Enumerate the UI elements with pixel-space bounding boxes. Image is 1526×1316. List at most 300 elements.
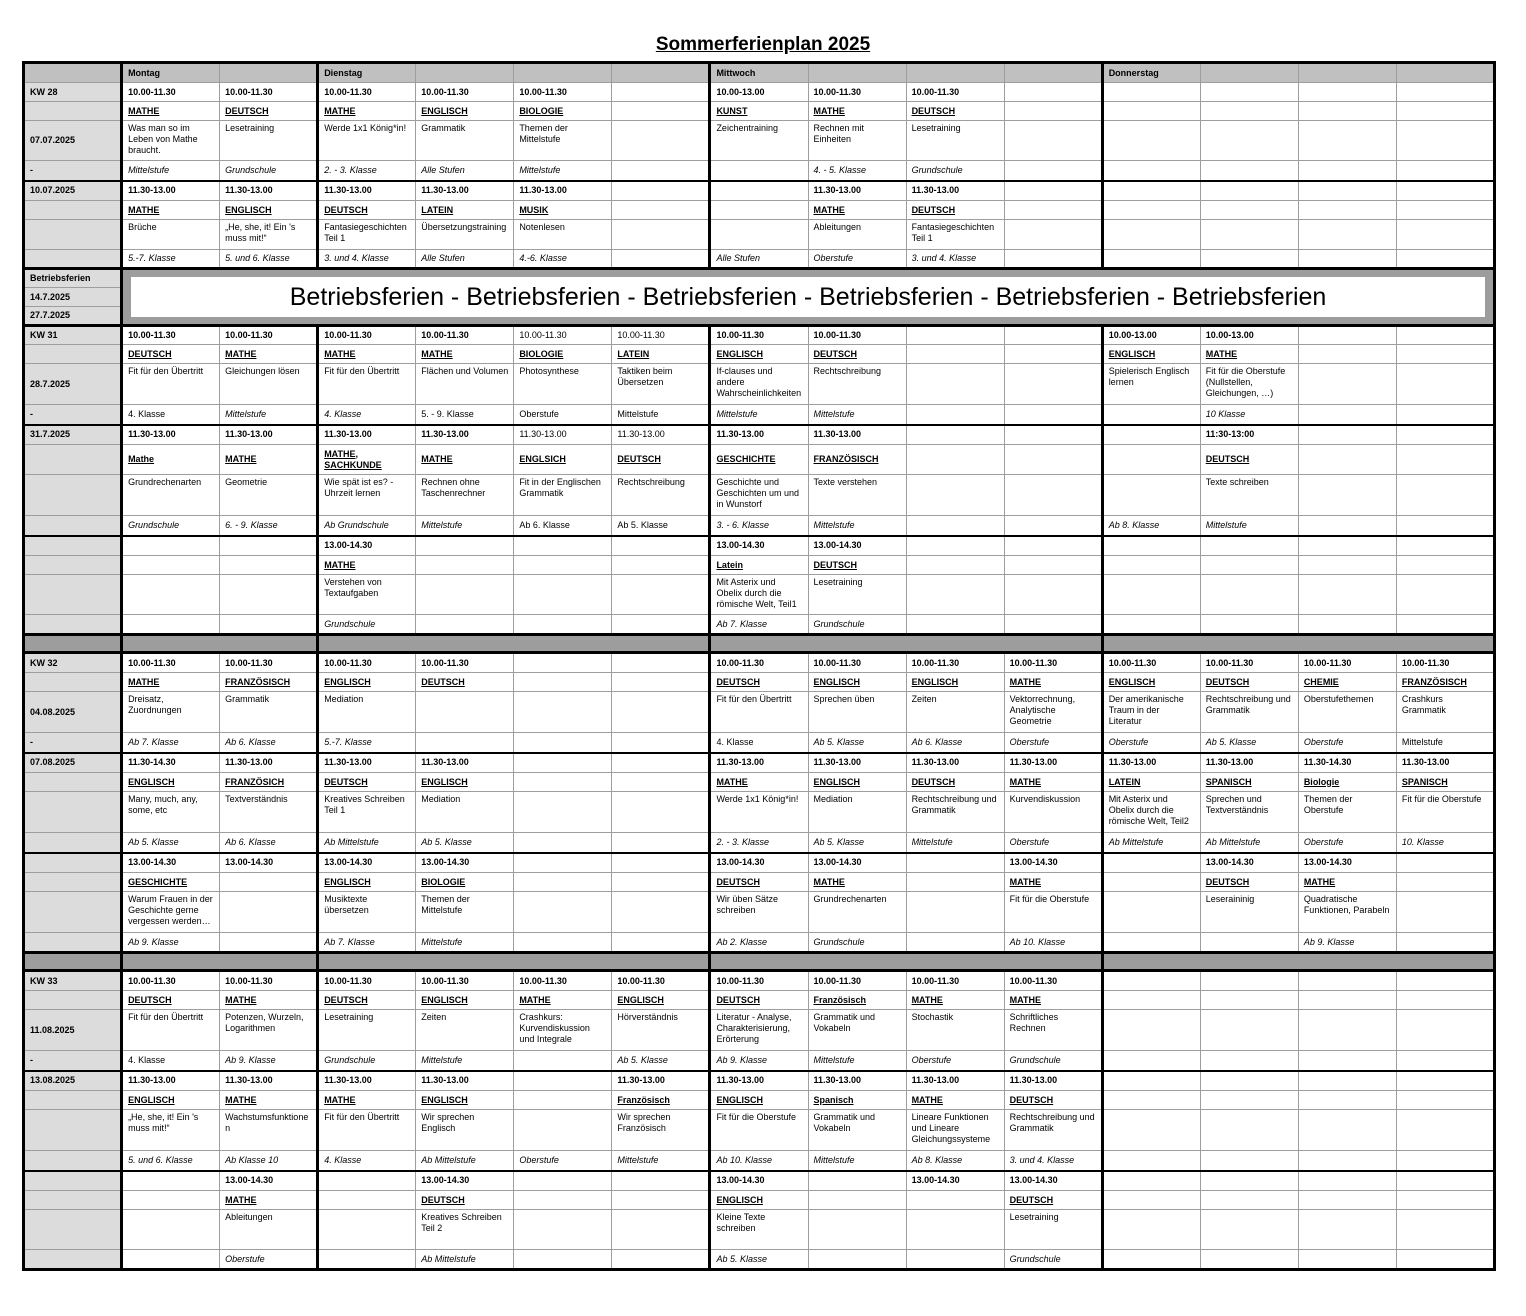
empty-cell (1200, 1250, 1298, 1270)
empty-cell (906, 853, 1004, 873)
time-slot: 10.00-11.30 (612, 971, 710, 991)
schedule-row (24, 1071, 1495, 1091)
empty-cell (122, 536, 220, 556)
time-slot: 10.00-11.30 (122, 83, 220, 102)
grade-level: Mittelstufe (416, 933, 514, 953)
row-label: - (24, 161, 122, 181)
grade-level: Mittelstufe (122, 161, 220, 181)
subject: MATHE (808, 873, 906, 892)
empty-cell (1396, 181, 1494, 201)
day-header-row (24, 63, 1495, 83)
course-topic: Schriftliches Rechnen (1004, 1010, 1102, 1051)
empty-cell (612, 536, 710, 556)
week-separator (24, 635, 1495, 653)
schedule-row (24, 102, 1495, 121)
row-label: KW 32 (24, 653, 122, 673)
course-topic: Quadratische Funktionen, Parabeln (1298, 892, 1396, 933)
course-topic: Kurvendiskussion (1004, 792, 1102, 833)
day-header (1004, 63, 1102, 83)
grade-level (416, 733, 514, 753)
separator-cell (122, 953, 220, 971)
grade-level: 10. Klasse (1396, 833, 1494, 853)
empty-cell (906, 873, 1004, 892)
course-topic: Sprechen und Textverständnis (1200, 792, 1298, 833)
grade-level: Grundschule (318, 615, 416, 635)
row-label: - (24, 1051, 122, 1071)
empty-cell (514, 792, 612, 833)
subject: ENGLISCH (122, 773, 220, 792)
time-slot: 11.30-14.30 (1298, 753, 1396, 773)
empty-cell (1298, 1071, 1396, 1091)
separator-cell (906, 635, 1004, 653)
empty-cell (1298, 1151, 1396, 1171)
empty-cell (1004, 326, 1102, 345)
course-topic: Stochastik (906, 1010, 1004, 1051)
empty-cell (1200, 556, 1298, 575)
empty-cell (1102, 991, 1200, 1010)
subject: ENGLISCH (710, 1191, 808, 1210)
time-slot: 10.00-11.30 (906, 83, 1004, 102)
empty-cell (612, 83, 710, 102)
time-slot: 10.00-11.30 (416, 971, 514, 991)
time-slot: 10.00-11.30 (514, 326, 612, 345)
separator-cell (808, 635, 906, 653)
separator-cell (906, 953, 1004, 971)
row-label (24, 1191, 122, 1210)
subject: Spanisch (808, 1091, 906, 1110)
empty-cell (1200, 1010, 1298, 1051)
schedule-row (24, 653, 1495, 673)
separator-cell (1298, 953, 1396, 971)
time-slot: 11.30-13.00 (1004, 753, 1102, 773)
day-header (808, 63, 906, 83)
schedule-row (24, 933, 1495, 953)
empty-cell (1102, 1171, 1200, 1191)
grade-level: Grundschule (808, 933, 906, 953)
subject: DEUTSCH (1200, 673, 1298, 692)
row-label (24, 833, 122, 853)
subject: MATHE (1004, 873, 1102, 892)
empty-cell (1102, 873, 1200, 892)
course-topic: Lesetraining (906, 121, 1004, 161)
schedule-row (24, 250, 1495, 269)
break-row (24, 269, 1495, 288)
empty-cell (1004, 615, 1102, 635)
grade-level: 5. und 6. Klasse (220, 250, 318, 269)
time-slot: 11.30-13.00 (416, 425, 514, 445)
course-topic: Zeiten (416, 1010, 514, 1051)
grade-level: 4. Klasse (122, 405, 220, 425)
empty-cell (1396, 1010, 1494, 1051)
separator-cell (220, 635, 318, 653)
grade-level: Oberstufe (1102, 733, 1200, 753)
time-slot: 11.30-13.00 (220, 753, 318, 773)
time-slot: 11.30-13.00 (318, 425, 416, 445)
grade-level: 3. - 6. Klasse (710, 516, 808, 536)
time-slot: 10.00-11.30 (1004, 971, 1102, 991)
subject: CHEMIE (1298, 673, 1396, 692)
time-slot: 10.00-11.30 (1396, 653, 1494, 673)
grade-level: 5.-7. Klasse (318, 733, 416, 753)
row-label (24, 673, 122, 692)
schedule-row (24, 753, 1495, 773)
empty-cell (906, 326, 1004, 345)
time-slot: 11.30-13.00 (318, 1071, 416, 1091)
schedule-row (24, 892, 1495, 933)
course-topic: Themen der Mittelstufe (514, 121, 612, 161)
subject: MATHE (318, 102, 416, 121)
time-slot: 10.00-11.30 (416, 83, 514, 102)
empty-cell (1396, 161, 1494, 181)
empty-cell (1004, 345, 1102, 364)
grade-level: Ab 5. Klasse (1200, 733, 1298, 753)
empty-cell (1200, 991, 1298, 1010)
course-topic: Kreatives Schreiben Teil 1 (318, 792, 416, 833)
subject: DEUTSCH (710, 673, 808, 692)
grade-level: Ab 6. Klasse (906, 733, 1004, 753)
subject: MATHE (906, 991, 1004, 1010)
subject: MATHE, SACHKUNDE (318, 445, 416, 475)
empty-cell (612, 1191, 710, 1210)
empty-cell (514, 853, 612, 873)
grade-level: Grundschule (808, 615, 906, 635)
row-label: 28.7.2025 (24, 364, 122, 405)
subject: MATHE (416, 345, 514, 364)
empty-cell (1298, 250, 1396, 269)
empty-cell (1298, 83, 1396, 102)
empty-cell (1396, 345, 1494, 364)
empty-cell (1004, 220, 1102, 250)
row-label (24, 1210, 122, 1250)
time-slot: 10.00-11.30 (122, 326, 220, 345)
grade-level: 3. und 4. Klasse (1004, 1151, 1102, 1171)
empty-cell (612, 753, 710, 773)
grade-level: Mittelstufe (612, 405, 710, 425)
grade-level (710, 161, 808, 181)
time-slot: 11.30-13.00 (122, 425, 220, 445)
empty-cell (514, 833, 612, 853)
subject: DEUTSCH (318, 201, 416, 220)
grade-level: Oberstufe (514, 1151, 612, 1171)
subject: BIOLOGIE (514, 102, 612, 121)
grade-level: Oberstufe (808, 250, 906, 269)
empty-cell (1396, 1171, 1494, 1191)
empty-cell (514, 873, 612, 892)
subject: DEUTSCH (1200, 445, 1298, 475)
schedule-table (22, 61, 1496, 1271)
empty-cell (514, 753, 612, 773)
schedule-row (24, 326, 1495, 345)
grade-level: Oberstufe (514, 405, 612, 425)
empty-cell (1396, 1250, 1494, 1270)
time-slot: 10.00-11.30 (710, 653, 808, 673)
empty-cell (1102, 1091, 1200, 1110)
time-slot: 13.00-14.30 (416, 1171, 514, 1191)
empty-cell (906, 345, 1004, 364)
schedule-row (24, 692, 1495, 733)
row-label (24, 1110, 122, 1151)
subject: DEUTSCH (1004, 1091, 1102, 1110)
row-label (24, 792, 122, 833)
grade-level: Ab 8. Klasse (1102, 516, 1200, 536)
schedule-row (24, 773, 1495, 792)
empty-cell (612, 201, 710, 220)
course-topic: Themen der Mittelstufe (416, 892, 514, 933)
time-slot: 11.30-13.00 (416, 753, 514, 773)
grade-level: Grundschule (318, 1051, 416, 1071)
empty-cell (1298, 161, 1396, 181)
empty-cell (612, 833, 710, 853)
grade-level: 5. und 6. Klasse (122, 1151, 220, 1171)
time-slot: 11:30-13:00 (1200, 425, 1298, 445)
empty-cell (1200, 1091, 1298, 1110)
time-slot: 10.00-11.30 (1200, 653, 1298, 673)
time-slot: 10.00-11.30 (122, 971, 220, 991)
empty-cell (906, 516, 1004, 536)
schedule-row (24, 991, 1495, 1010)
empty-cell (514, 933, 612, 953)
empty-cell (1298, 345, 1396, 364)
empty-cell (1004, 536, 1102, 556)
empty-cell (1102, 971, 1200, 991)
grade-level: Oberstufe (1298, 733, 1396, 753)
separator-cell (416, 635, 514, 653)
day-header (416, 63, 514, 83)
empty-cell (1396, 121, 1494, 161)
time-slot (514, 1071, 612, 1091)
empty-cell (612, 892, 710, 933)
time-slot: 11.30-13.00 (906, 1071, 1004, 1091)
empty-cell (1004, 201, 1102, 220)
course-topic (906, 1210, 1004, 1250)
course-topic (1102, 475, 1200, 516)
course-topic: Grammatik (416, 121, 514, 161)
empty-cell (1004, 181, 1102, 201)
empty-cell (1004, 250, 1102, 269)
schedule-row (24, 201, 1495, 220)
row-label (24, 575, 122, 615)
empty-cell (1298, 1250, 1396, 1270)
separator-cell (612, 635, 710, 653)
time-slot: 10.00-11.30 (1298, 653, 1396, 673)
empty-cell (906, 425, 1004, 445)
separator-cell (1396, 953, 1494, 971)
empty-cell (1396, 445, 1494, 475)
time-slot: 11.30-13.00 (906, 753, 1004, 773)
row-label (24, 250, 122, 269)
course-topic: Crashkurs Grammatik (1396, 692, 1494, 733)
empty-cell (1004, 161, 1102, 181)
course-topic (220, 892, 318, 933)
empty-cell (1298, 1191, 1396, 1210)
empty-cell (220, 575, 318, 615)
separator-cell (1004, 953, 1102, 971)
empty-cell (1298, 516, 1396, 536)
time-slot: 11.30-13.00 (710, 425, 808, 445)
course-topic (710, 220, 808, 250)
empty-cell (612, 250, 710, 269)
course-topic: Zeiten (906, 692, 1004, 733)
row-label (24, 1250, 122, 1270)
course-topic: Geometrie (220, 475, 318, 516)
subject: DEUTSCH (808, 556, 906, 575)
subject: MATHE (1004, 991, 1102, 1010)
grade-level: 5. - 9. Klasse (416, 405, 514, 425)
subject: MATHE (220, 991, 318, 1010)
empty-cell (1102, 933, 1200, 953)
subject: MATHE (122, 102, 220, 121)
schedule-row (24, 1091, 1495, 1110)
empty-cell (318, 1191, 416, 1210)
subject: ENGLISCH (710, 345, 808, 364)
grade-level (220, 933, 318, 953)
subject: MATHE (122, 201, 220, 220)
time-slot: 13.00-14.30 (710, 1171, 808, 1191)
empty-cell (1298, 1091, 1396, 1110)
course-topic: Texte verstehen (808, 475, 906, 516)
time-slot: 13.00-14.30 (318, 853, 416, 873)
empty-cell (1102, 83, 1200, 102)
row-label (24, 475, 122, 516)
grade-level: Oberstufe (220, 1250, 318, 1270)
empty-cell (1004, 83, 1102, 102)
row-label (24, 773, 122, 792)
empty-cell (1396, 1071, 1494, 1091)
course-topic: Grammatik und Vokabeln (808, 1010, 906, 1051)
empty-cell (1102, 575, 1200, 615)
grade-level: Alle Stufen (710, 250, 808, 269)
empty-cell (906, 556, 1004, 575)
course-topic: „He, she, it! Ein 's muss mit!“ (220, 220, 318, 250)
subject: MATHE (906, 1091, 1004, 1110)
empty-cell (1200, 1210, 1298, 1250)
empty-cell (1004, 556, 1102, 575)
subject: Biologie (1298, 773, 1396, 792)
course-topic: Fantasiegeschichten Teil 1 (318, 220, 416, 250)
schedule-row (24, 1110, 1495, 1151)
subject: MATHE (318, 556, 416, 575)
course-topic: Grundrechenarten (808, 892, 906, 933)
empty-cell (1298, 326, 1396, 345)
empty-cell (1396, 556, 1494, 575)
time-slot: 11.30-13.00 (514, 425, 612, 445)
empty-cell (1004, 121, 1102, 161)
course-topic: Fit für die Oberstufe (1004, 892, 1102, 933)
schedule-row (24, 575, 1495, 615)
empty-cell (514, 653, 612, 673)
course-topic: Oberstufethemen (1298, 692, 1396, 733)
schedule-row (24, 516, 1495, 536)
course-topic: Fit für die Oberstufe (710, 1110, 808, 1151)
empty-cell (514, 673, 612, 692)
subject (1102, 445, 1200, 475)
empty-cell (1298, 536, 1396, 556)
grade-level (1200, 933, 1298, 953)
subject: FRANZÖSISCH (1396, 673, 1494, 692)
course-topic: Wachstumsfunktione n (220, 1110, 318, 1151)
empty-cell (1004, 575, 1102, 615)
schedule-row (24, 1250, 1495, 1270)
course-topic: Ableitungen (220, 1210, 318, 1250)
subject: DEUTSCH (808, 345, 906, 364)
grade-level: Ab 5. Klasse (808, 733, 906, 753)
empty-cell (612, 102, 710, 121)
course-topic: Rechtschreibung (808, 364, 906, 405)
subject: FRANZÖSISCH (808, 445, 906, 475)
subject: LATEIN (612, 345, 710, 364)
grade-level: 3. und 4. Klasse (906, 250, 1004, 269)
break-banner: Betriebsferien - Betriebsferien - Betriebsferien - Betriebsferien - Betriebsferien - Betriebsferien (131, 277, 1485, 317)
row-label (24, 892, 122, 933)
empty-cell (122, 556, 220, 575)
time-slot: 11.30-13.00 (1200, 753, 1298, 773)
day-header: Donnerstag (1102, 63, 1200, 83)
empty-cell (612, 873, 710, 892)
row-label: KW 28 (24, 83, 122, 102)
empty-cell (1396, 326, 1494, 345)
time-slot: 11.30-13.00 (906, 181, 1004, 201)
subject: DEUTSCH (906, 102, 1004, 121)
empty-cell (1200, 971, 1298, 991)
empty-cell (612, 1171, 710, 1191)
grade-level: Mittelstufe (416, 1051, 514, 1071)
grade-level: Alle Stufen (416, 250, 514, 269)
time-slot: 13.00-14.30 (220, 1171, 318, 1191)
empty-cell (1298, 575, 1396, 615)
separator-cell (710, 635, 808, 653)
empty-cell (1298, 405, 1396, 425)
subject: DEUTSCH (612, 445, 710, 475)
empty-cell (1200, 250, 1298, 269)
subject: ENGLISCH (1102, 673, 1200, 692)
empty-cell (1102, 1010, 1200, 1051)
grade-level: Mittelstufe (808, 1051, 906, 1071)
subject: MATHE (220, 445, 318, 475)
time-slot: 11.30-13.00 (220, 425, 318, 445)
empty-cell (122, 1171, 220, 1191)
day-header (1298, 63, 1396, 83)
subject: DEUTSCH (710, 991, 808, 1010)
grade-level: 4. Klasse (122, 1051, 220, 1071)
course-topic: Rechnen mit Einheiten (808, 121, 906, 161)
grade-level: 4. - 5. Klasse (808, 161, 906, 181)
empty-cell (1298, 364, 1396, 405)
empty-cell (1396, 536, 1494, 556)
time-slot: 13.00-14.30 (1200, 853, 1298, 873)
empty-cell (1102, 1250, 1200, 1270)
schedule-row (24, 1171, 1495, 1191)
empty-cell (1200, 615, 1298, 635)
row-label: 14.7.2025 (24, 288, 122, 307)
row-label: 07.08.2025 (24, 753, 122, 773)
subject: MUSIK (514, 201, 612, 220)
time-slot: 13.00-14.30 (710, 536, 808, 556)
grade-level: Mittelstufe (220, 405, 318, 425)
empty-cell (1004, 364, 1102, 405)
grade-level: Ab Mittelstufe (1200, 833, 1298, 853)
separator-cell (1200, 635, 1298, 653)
time-slot: 10.00-11.30 (220, 971, 318, 991)
empty-cell (1396, 102, 1494, 121)
subject: ENGLISCH (416, 102, 514, 121)
course-topic: Wir üben Sätze schreiben (710, 892, 808, 933)
day-header: Mittwoch (710, 63, 808, 83)
grade-level: Ab 9. Klasse (220, 1051, 318, 1071)
empty-cell (1102, 556, 1200, 575)
subject: DEUTSCH (318, 773, 416, 792)
grade-level: Mittelstufe (710, 405, 808, 425)
row-label: - (24, 405, 122, 425)
